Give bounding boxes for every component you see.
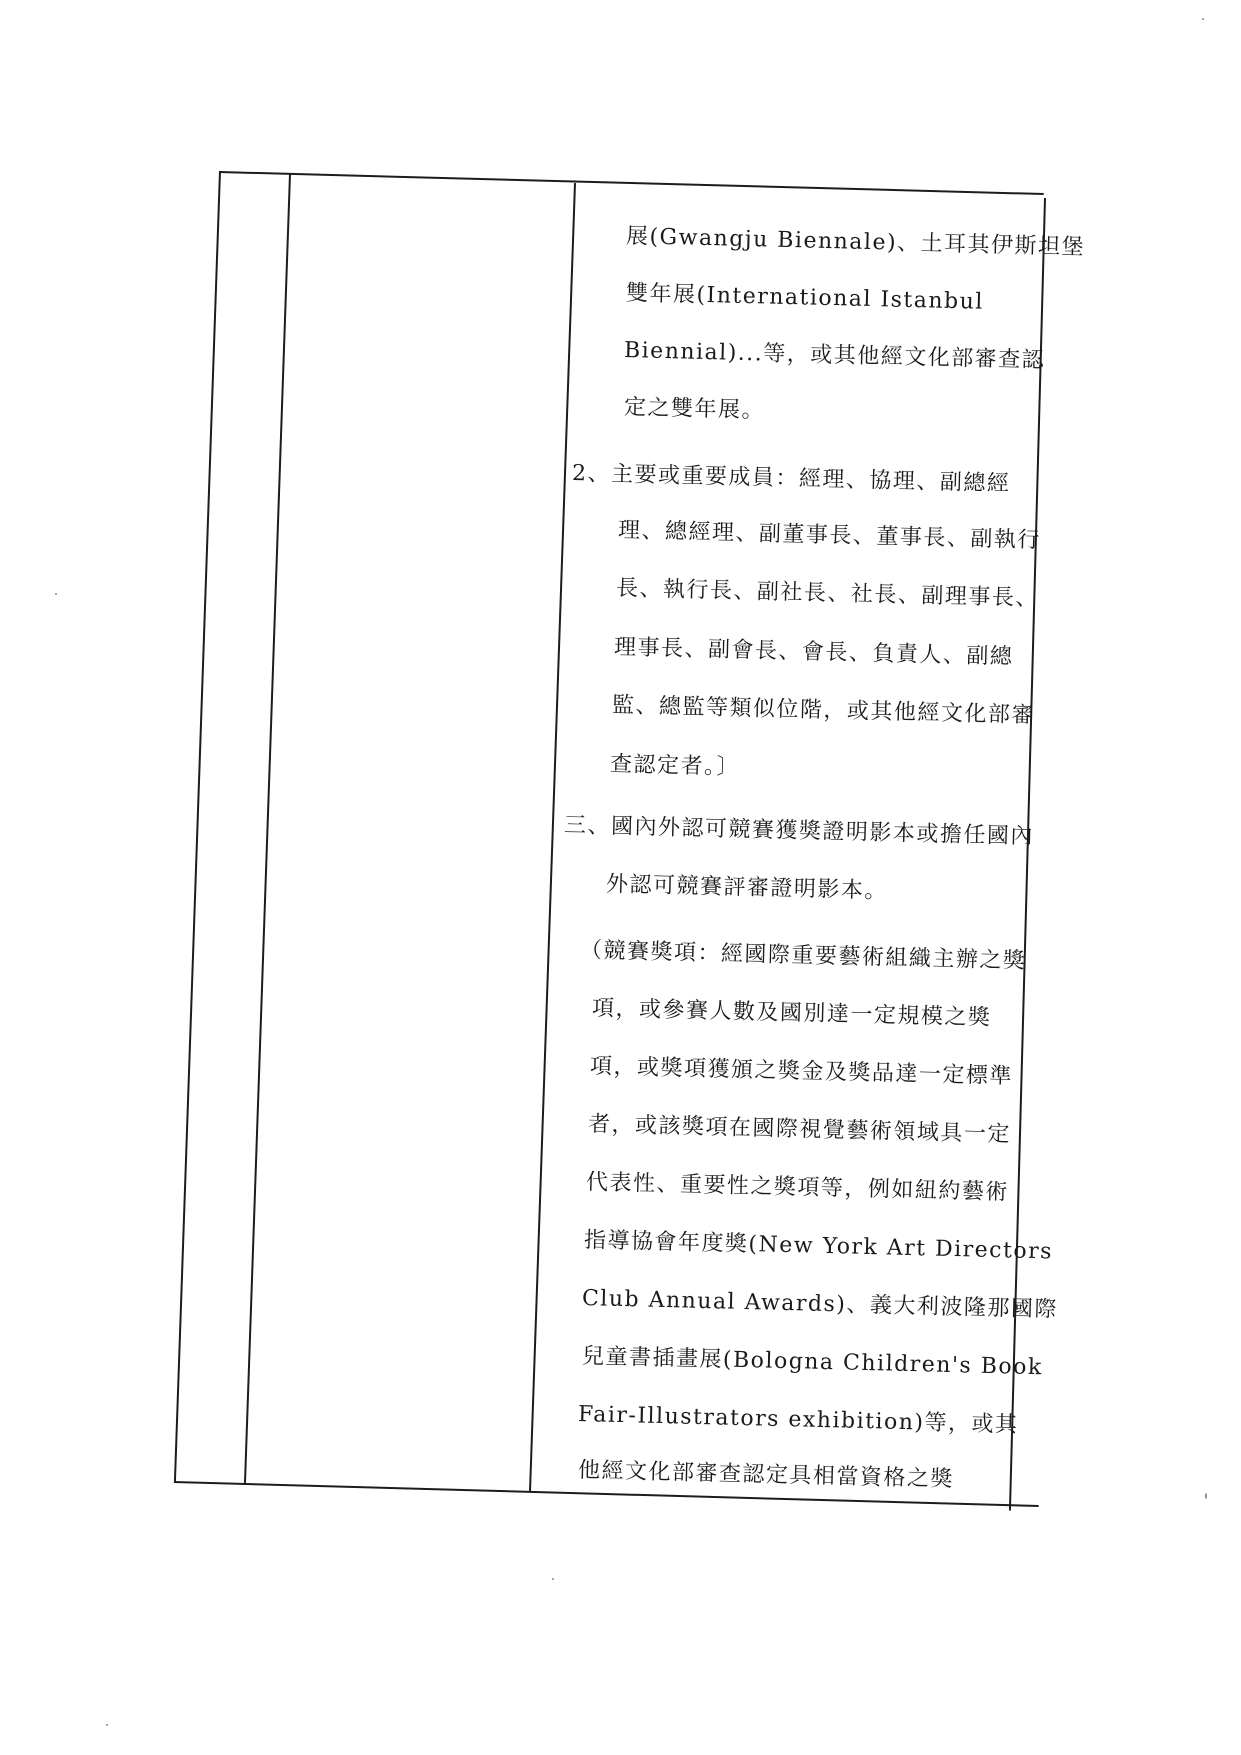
table-column-divider-1: [244, 174, 291, 1484]
text-line: 三、國內外認可競賽獲獎證明影本或擔任國內: [563, 813, 1035, 850]
text-line: 項，或參賽人數及國別達一定規模之獎: [591, 996, 992, 1031]
text-line: 指導協會年度獎(New York Art Directors: [583, 1228, 1054, 1265]
text-line: 展(Gwangju Biennale)、土耳其伊斯坦堡: [625, 224, 1086, 261]
text-line: 監、總監等類似位階，或其他經文化部審: [611, 693, 1036, 729]
scan-speck: [1202, 18, 1204, 20]
text-line: 查認定者。〕: [609, 752, 741, 781]
scan-speck: [552, 1578, 554, 1580]
text-line: 理、總經理、副董事長、董事長、副執行: [617, 518, 1042, 554]
table-top-border: [219, 171, 1044, 195]
text-line: 項，或獎項獲頒之獎金及獎品達一定標準: [589, 1054, 1014, 1090]
text-line: 兒童書插畫展(Bologna Children's Book: [581, 1344, 1044, 1381]
table-left-border: [174, 171, 221, 1482]
text-line: Fair-Illustrators exhibition)等，或其: [577, 1402, 1019, 1438]
scan-speck: [1205, 1493, 1207, 1499]
text-line: 理事長、副會長、會長、負責人、副總: [613, 635, 1014, 670]
text-line: 長、執行長、副社長、社長、副理事長、: [615, 576, 1040, 612]
text-line: （競賽獎項：經國際重要藝術組織主辦之獎: [579, 938, 1027, 974]
text-line: Club Annual Awards)、義大利波隆那國際: [581, 1286, 1059, 1323]
text-line: Biennial)...等，或其他經文化部審查認: [623, 338, 1046, 374]
text-line: 定之雙年展。: [623, 395, 766, 424]
text-line: 他經文化部審查認定具相當資格之獎: [577, 1458, 955, 1493]
text-line: 外認可競賽評審證明影本。: [605, 872, 889, 904]
text-line: 代表性、重要性之獎項等，例如紐約藝術: [585, 1170, 1010, 1206]
scan-speck: [106, 1724, 108, 1726]
text-line: 雙年展(International Istanbul: [625, 281, 985, 315]
text-line: 2、主要或重要成員：經理、協理、副總經: [571, 461, 1011, 497]
text-line: 者，或該獎項在國際視覺藝術領域具一定: [587, 1112, 1012, 1148]
scan-speck: [55, 593, 57, 595]
